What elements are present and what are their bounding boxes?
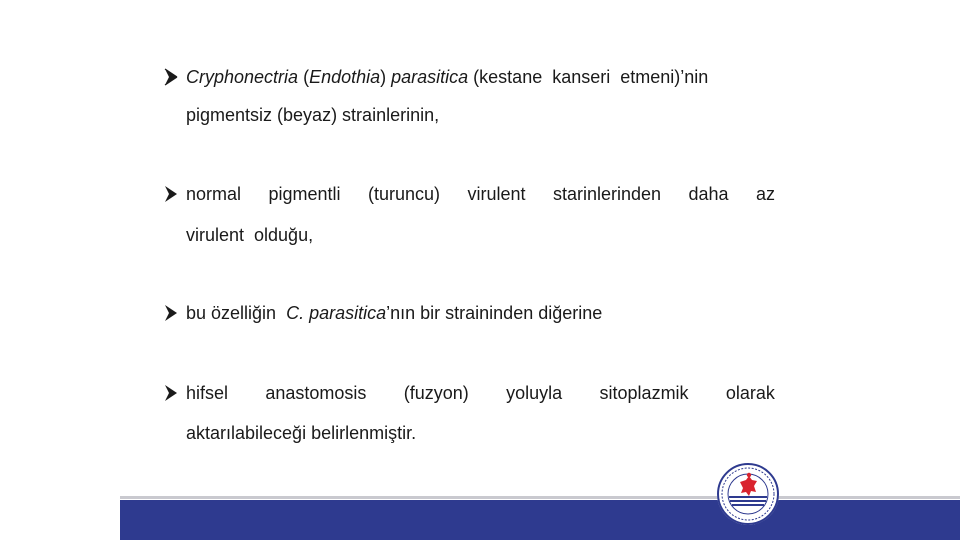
word: anastomosis bbox=[265, 383, 367, 403]
bullet-2-line-2: virulent olduğu, bbox=[186, 225, 314, 245]
word: olarak bbox=[725, 383, 775, 403]
word: virulent bbox=[467, 184, 526, 204]
word: sitoplazmik bbox=[599, 383, 689, 403]
paren-open: ( bbox=[298, 67, 310, 87]
word: pigmentli bbox=[268, 184, 341, 204]
bullet-1-rest: (kestane kanseri etmeni)’nin bbox=[468, 67, 709, 87]
arrow-bullet-icon bbox=[163, 67, 179, 87]
species-text: parasitica bbox=[391, 67, 469, 87]
word: (fuzyon) bbox=[403, 383, 469, 403]
arrow-bullet-icon bbox=[163, 383, 179, 403]
bullet-1-line-1 bbox=[186, 66, 775, 88]
arrow-bullet-icon bbox=[163, 184, 179, 204]
word: starinlerinden bbox=[552, 184, 662, 204]
word: az bbox=[755, 184, 775, 204]
bullet-2-line-1 bbox=[186, 183, 775, 205]
word: daha bbox=[688, 184, 729, 204]
bullet-4-line-2: aktarılabileceği belirlenmiştir. bbox=[186, 423, 417, 443]
university-seal-icon bbox=[716, 462, 780, 526]
footer-divider bbox=[120, 496, 960, 499]
word: hifsel bbox=[186, 383, 229, 403]
bullet-3-line-1 bbox=[186, 302, 775, 324]
bullet-3-post: ’nın bir straininden diğerine bbox=[386, 303, 603, 323]
species-abbrev-text: C. parasitica bbox=[286, 303, 387, 323]
arrow-bullet-icon bbox=[163, 303, 179, 323]
footer-band bbox=[120, 500, 960, 540]
genus-text: Cryphonectria bbox=[186, 67, 299, 87]
bullet-1-line-2: pigmentsiz (beyaz) strainlerinin, bbox=[186, 105, 440, 125]
bullet-3-pre: bu özelliğin bbox=[186, 303, 287, 323]
synonym-text: Endothia bbox=[309, 67, 381, 87]
paren-close: ) bbox=[380, 67, 392, 87]
word: yoluyla bbox=[506, 383, 563, 403]
bullet-4-line-1 bbox=[186, 382, 775, 404]
word: (turuncu) bbox=[367, 184, 441, 204]
word: normal bbox=[186, 184, 242, 204]
